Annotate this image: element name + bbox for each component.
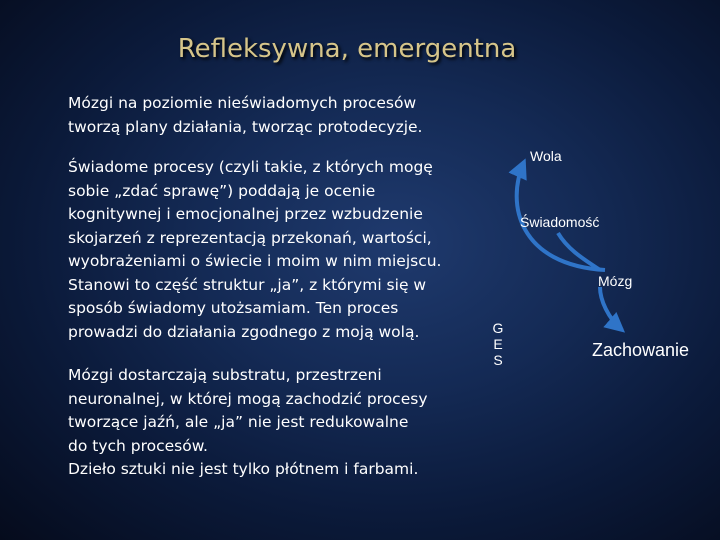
text-line: do tych procesów. (68, 436, 208, 455)
text-line: Stanowi to część struktur „ja”, z którymi się w (68, 275, 427, 294)
text-line: Świadome procesy (czyli takie, z których mogę (68, 158, 433, 176)
text-line: sposób świadomy utożsamiam. Ten proces (68, 299, 399, 317)
label-wola: Wola (530, 148, 562, 164)
text-line: kognitywnej i emocjonalnej przez wzbudzenie (68, 205, 423, 223)
text-line: prowadzi do działania zgodnego z moją wolą. (68, 322, 420, 341)
label-zachowanie: Zachowanie (592, 340, 690, 360)
text-line: neuronalnej, w której mogą zachodzić procesy (68, 389, 428, 408)
text-line: sobie „zdać sprawę”) poddają je ocenie (68, 181, 376, 200)
text-line: Mózgi dostarczają substratu, przestrzeni (68, 366, 382, 384)
ges-letter: E (493, 336, 503, 352)
text-line: Mózgi na poziomie nieświadomych procesów (68, 94, 417, 112)
text-line: Dzieło sztuki nie jest tylko płótnem i farbami. (68, 460, 419, 478)
label-ges (491, 320, 505, 368)
arrow-mozg-to-zachowanie (600, 287, 622, 330)
slide-title: Refleksywna, emergentna (177, 34, 517, 64)
label-swiadomosc: Świadomość (520, 214, 600, 230)
text-line: wyobrażeniami o świecie i moim w nim miejscu. (68, 252, 442, 270)
ges-letter: G (492, 320, 504, 336)
ges-letter: S (493, 352, 503, 368)
text-line: tworzą plany działania, tworząc protodecyzje. (68, 117, 423, 136)
text-line: tworzące jaźń, ale „ja” nie jest redukowalne (68, 413, 409, 431)
text-line: skojarzeń z reprezentacją przekonań, wartości, (68, 228, 432, 247)
label-mozg: Mózg (598, 273, 633, 289)
